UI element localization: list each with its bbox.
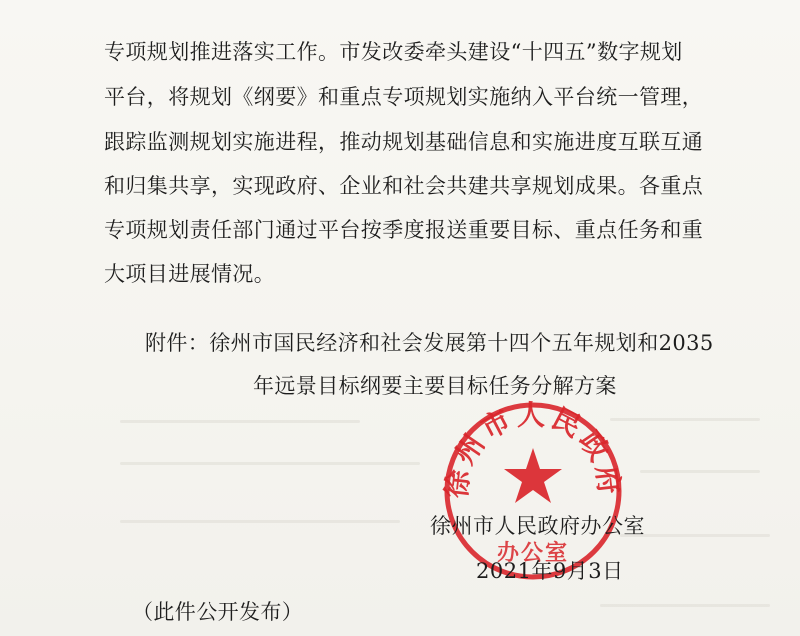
- seal-subtext: 办公室: [496, 540, 570, 566]
- body-line: 大项目进展情况。: [104, 262, 276, 286]
- body-line: 专项规划责任部门通过平台按季度报送重要目标、重点任务和重: [104, 218, 704, 242]
- body-line: 专项规划推进落实工作。市发改委牵头建设“十四五”数字规划: [104, 40, 683, 64]
- attachment-line: 年远景目标纲要主要目标任务分解方案: [253, 374, 617, 398]
- official-seal: [440, 398, 626, 584]
- bleed-through-mark: [640, 470, 760, 473]
- bleed-through-mark: [120, 462, 420, 465]
- bleed-through-mark: [610, 418, 760, 421]
- issue-date: 2021年9月3日: [476, 559, 624, 583]
- bleed-through-mark: [120, 420, 360, 423]
- body-line: 平台，将规划《纲要》和重点专项规划实施纳入平台统一管理，: [104, 85, 704, 109]
- attachment-line: 附件：徐州市国民经济和社会发展第十四个五年规划和2035: [145, 331, 714, 355]
- bleed-through-mark: [120, 520, 400, 523]
- body-line: 跟踪监测规划实施进程，推动规划基础信息和实施进度互联互通: [104, 130, 704, 154]
- bleed-through-mark: [600, 604, 770, 607]
- issuer-name: 徐州市人民政府办公室: [430, 514, 645, 538]
- public-notice: （此件公开发布）: [132, 600, 304, 624]
- seal-text: 徐州市人民政府: [440, 398, 626, 500]
- body-line: 和归集共享，实现政府、企业和社会共建共享规划成果。各重点: [104, 174, 704, 198]
